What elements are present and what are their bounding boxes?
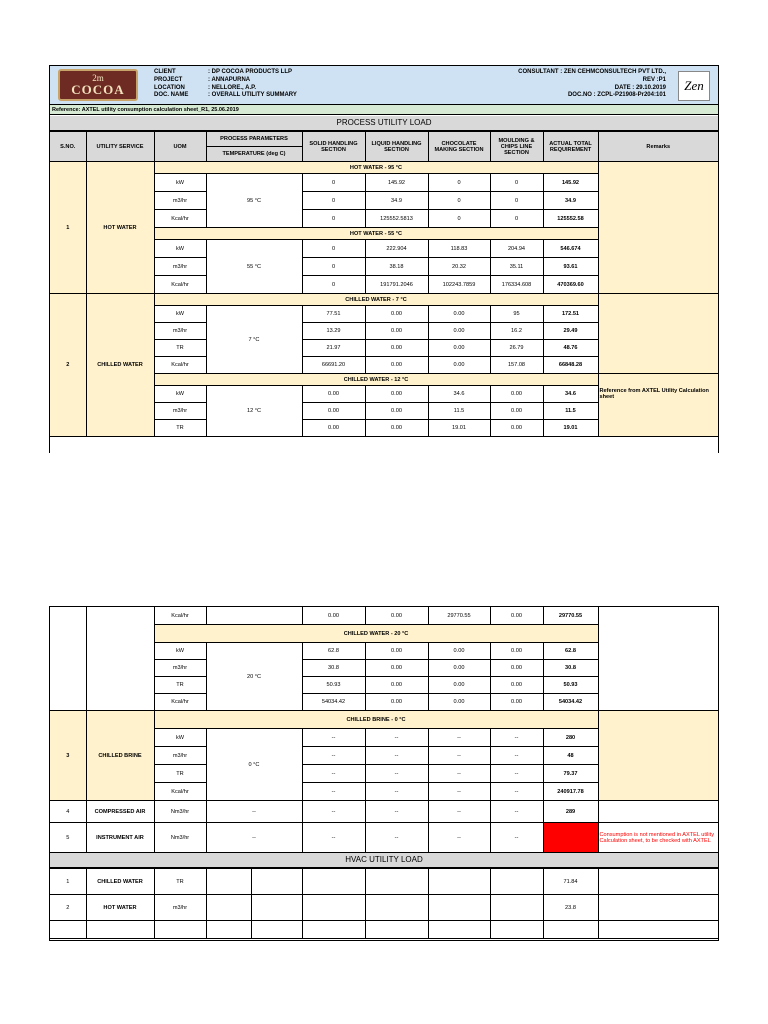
liquid-cell: 222.904: [365, 240, 428, 258]
mould-cell: 157.08: [490, 357, 543, 374]
solid-cell: 21.97: [302, 340, 365, 357]
hvac-empty-cell: [365, 921, 428, 939]
liquid-cell: --: [365, 823, 428, 853]
liquid-cell: --: [365, 747, 428, 765]
col-remarks: Remarks: [598, 132, 718, 162]
sno-cell: [50, 607, 86, 711]
hvac-sno: 2: [50, 895, 86, 921]
col-solid: SOLID HANDLING SECTION: [302, 132, 365, 162]
mould-cell: 0: [490, 210, 543, 228]
col-service: UTILITY SERVICE: [86, 132, 154, 162]
mould-cell: --: [490, 783, 543, 801]
temp-cell: --: [206, 801, 302, 823]
sno-1: 1: [50, 162, 86, 294]
process-utility-table-continued: [50, 606, 718, 853]
liquid-cell: 0.00: [365, 607, 428, 625]
temp-cell: 12 °C: [206, 386, 302, 437]
service-chilled-water: CHILLED WATER: [86, 294, 154, 437]
choc-cell: --: [428, 801, 490, 823]
hvac-remarks: [598, 895, 718, 921]
group-title-cw7: CHILLED WATER - 7 °C: [154, 294, 598, 306]
uom-cell: kW: [154, 174, 206, 192]
solid-cell: 77.51: [302, 306, 365, 323]
uom-cell: Kcal/hr: [154, 694, 206, 711]
uom-cell: m3/hr: [154, 323, 206, 340]
remark-consumption-missing: Consumption is not mentioned in AXTEL utility Calculation sheet, to be checked with AXTEL: [598, 823, 718, 853]
total-cell: 62.8: [543, 643, 598, 660]
uom-cell: m3/hr: [154, 258, 206, 276]
liquid-cell: 125552.5813: [365, 210, 428, 228]
mould-cell: 0: [490, 174, 543, 192]
process-utility-table: [50, 131, 718, 437]
choc-cell: 0.00: [428, 323, 490, 340]
choc-cell: --: [428, 823, 490, 853]
mould-cell: 0.00: [490, 660, 543, 677]
process-utility-title: PROCESS UTILITY LOAD: [50, 116, 718, 131]
mould-cell: 204.94: [490, 240, 543, 258]
hvac-empty-cell: [251, 921, 302, 939]
total-cell: 29.49: [543, 323, 598, 340]
sno-2: 2: [50, 294, 86, 437]
sno-5: 5: [50, 823, 86, 853]
mould-cell: 0.00: [490, 694, 543, 711]
total-cell: 289: [543, 801, 598, 823]
uom-cell: kW: [154, 306, 206, 323]
mould-cell: 0.00: [490, 386, 543, 403]
choc-cell: 0.00: [428, 660, 490, 677]
liquid-cell: --: [365, 801, 428, 823]
docname-value: : OVERALL UTILITY SUMMARY: [208, 92, 297, 99]
solid-cell: 13.29: [302, 323, 365, 340]
mould-cell: 0.00: [490, 607, 543, 625]
consultant: CONSULTANT : ZEN CEHMCONSULTECH PVT LTD.,: [518, 69, 666, 75]
total-cell: 34.6: [543, 386, 598, 403]
choc-cell: --: [428, 765, 490, 783]
group-title-cw20: CHILLED WATER - 20 °C: [154, 625, 598, 643]
choc-cell: 34.6: [428, 386, 490, 403]
liquid-cell: 0.00: [365, 694, 428, 711]
hvac-remarks: [598, 869, 718, 895]
hvac-empty-cell: [428, 895, 490, 921]
liquid-cell: 0.00: [365, 340, 428, 357]
choc-cell: 0.00: [428, 643, 490, 660]
service-chilled-brine: CHILLED BRINE: [86, 711, 154, 801]
mould-cell: 0: [490, 192, 543, 210]
zen-logo: Zen: [678, 71, 710, 101]
total-cell: 19.01: [543, 420, 598, 437]
hvac-empty-cell: [302, 869, 365, 895]
uom-cell: m3/hr: [154, 403, 206, 420]
mould-cell: 16.2: [490, 323, 543, 340]
col-moulding: MOULDING & CHIPS LINE SECTION: [490, 132, 543, 162]
solid-cell: 0: [302, 276, 365, 294]
uom-cell: Nm3/hr: [154, 801, 206, 823]
hvac-service: CHILLED WATER: [86, 869, 154, 895]
total-cell: 54034.42: [543, 694, 598, 711]
hvac-empty-cell: [598, 921, 718, 939]
hvac-empty-cell: [50, 921, 86, 939]
project-value: : ANNAPURNA: [208, 76, 251, 83]
uom-cell: kW: [154, 240, 206, 258]
hvac-empty-cell: [154, 921, 206, 939]
choc-cell: 0.00: [428, 677, 490, 694]
doc-number: DOC.NO : ZCPL-P21908-Pr204:101: [567, 92, 666, 99]
remarks-cell: [598, 607, 718, 711]
uom-cell: kW: [154, 729, 206, 747]
service-cell: [86, 607, 154, 711]
group-title-cb0: CHILLED BRINE - 0 °C: [154, 711, 598, 729]
uom-cell: TR: [154, 340, 206, 357]
temp-cell: [206, 607, 302, 625]
document-header: [50, 66, 718, 105]
hvac-empty-cell: [490, 869, 543, 895]
hvac-empty-cell: [490, 895, 543, 921]
liquid-cell: 0.00: [365, 403, 428, 420]
uom-cell: TR: [154, 677, 206, 694]
reference-line: Reference: AXTEL utility consumption calculation sheet_R1, 25.06.2019: [50, 105, 718, 115]
total-cell: 34.9: [543, 192, 598, 210]
mould-cell: 0.00: [490, 420, 543, 437]
solid-cell: 0: [302, 240, 365, 258]
liquid-cell: 38.18: [365, 258, 428, 276]
total-cell: 546.674: [543, 240, 598, 258]
cocoa-logo: 2m COCOA: [58, 69, 138, 101]
sno-4: 4: [50, 801, 86, 823]
choc-cell: --: [428, 729, 490, 747]
choc-cell: 0.00: [428, 694, 490, 711]
location-label: LOCATION: [154, 84, 185, 91]
mould-cell: 26.79: [490, 340, 543, 357]
hvac-uom: m3/hr: [154, 895, 206, 921]
uom-cell: m3/hr: [154, 747, 206, 765]
group-title-hw55: HOT WATER - 55 °C: [154, 228, 598, 240]
total-cell: 172.51: [543, 306, 598, 323]
col-uom: UOM: [154, 132, 206, 162]
total-cell: 66848.28: [543, 357, 598, 374]
liquid-cell: 0.00: [365, 323, 428, 340]
total-cell: 11.5: [543, 403, 598, 420]
revision: REV :P1: [642, 76, 666, 83]
liquid-cell: 0.00: [365, 660, 428, 677]
remark-reference: Reference from AXTEL Utility Calculation sheet: [598, 374, 718, 437]
liquid-cell: 0.00: [365, 643, 428, 660]
service-instrument-air: INSTRUMENT AIR: [86, 823, 154, 853]
solid-cell: --: [302, 729, 365, 747]
mould-cell: --: [490, 729, 543, 747]
client-label: CLIENT: [154, 69, 176, 75]
choc-cell: --: [428, 747, 490, 765]
mould-cell: 35.11: [490, 258, 543, 276]
choc-cell: 102243.7859: [428, 276, 490, 294]
solid-cell: 50.93: [302, 677, 365, 694]
col-sno: S.NO.: [50, 132, 86, 162]
choc-cell: 20.32: [428, 258, 490, 276]
total-cell-missing: [543, 823, 598, 853]
header-labels: [154, 69, 188, 100]
liquid-cell: --: [365, 765, 428, 783]
uom-cell: m3/hr: [154, 192, 206, 210]
col-liquid: LIQUID HANDLING SECTION: [365, 132, 428, 162]
total-cell: 280: [543, 729, 598, 747]
choc-cell: 0: [428, 210, 490, 228]
uom-cell: TR: [154, 765, 206, 783]
hvac-empty-cell: [251, 895, 302, 921]
uom-cell: kW: [154, 643, 206, 660]
solid-cell: 62.8: [302, 643, 365, 660]
choc-cell: 0.00: [428, 357, 490, 374]
uom-cell: TR: [154, 420, 206, 437]
consultant-block: [518, 69, 666, 100]
solid-cell: 0.00: [302, 386, 365, 403]
liquid-cell: --: [365, 783, 428, 801]
total-cell: 145.92: [543, 174, 598, 192]
choc-cell: 19.01: [428, 420, 490, 437]
mould-cell: --: [490, 823, 543, 853]
group-title-cw12: CHILLED WATER - 12 °C: [154, 374, 598, 386]
mould-cell: 0.00: [490, 403, 543, 420]
mould-cell: 0.00: [490, 643, 543, 660]
mould-cell: 176334.608: [490, 276, 543, 294]
remarks-cell: [598, 162, 718, 294]
col-temperature: TEMPERATURE (deg C): [206, 147, 302, 162]
mould-cell: --: [490, 765, 543, 783]
solid-cell: --: [302, 823, 365, 853]
liquid-cell: 0.00: [365, 677, 428, 694]
doc-date: DATE : 29.10.2019: [614, 84, 666, 91]
hvac-empty-cell: [302, 921, 365, 939]
remarks-cell: [598, 801, 718, 823]
choc-cell: 29770.55: [428, 607, 490, 625]
liquid-cell: 0.00: [365, 420, 428, 437]
client-value: : DP COCOA PRODUCTS LLP: [208, 69, 293, 75]
uom-cell: Kcal/hr: [154, 357, 206, 374]
solid-cell: --: [302, 783, 365, 801]
total-cell: 470369.60: [543, 276, 598, 294]
hvac-empty-cell: [86, 921, 154, 939]
location-value: : NELLORE., A.P.: [208, 84, 257, 91]
solid-cell: --: [302, 747, 365, 765]
uom-cell: Kcal/hr: [154, 276, 206, 294]
sheet-page-2: [49, 606, 719, 941]
hvac-empty-cell: [206, 895, 251, 921]
liquid-cell: 0.00: [365, 386, 428, 403]
col-chocolate: CHOCOLATE MAKING SECTION: [428, 132, 490, 162]
total-cell: 48: [543, 747, 598, 765]
choc-cell: 0: [428, 192, 490, 210]
temp-cell: 0 °C: [206, 729, 302, 801]
solid-cell: 0.00: [302, 607, 365, 625]
liquid-cell: 145.92: [365, 174, 428, 192]
total-cell: 50.93: [543, 677, 598, 694]
uom-cell: Kcal/hr: [154, 607, 206, 625]
hvac-empty-cell: [251, 869, 302, 895]
col-total: ACTUAL TOTAL REQUIREMENT: [543, 132, 598, 162]
uom-cell: kW: [154, 386, 206, 403]
total-cell: 93.61: [543, 258, 598, 276]
mould-cell: 0.00: [490, 677, 543, 694]
total-cell: 48.76: [543, 340, 598, 357]
hvac-service: HOT WATER: [86, 895, 154, 921]
liquid-cell: 34.9: [365, 192, 428, 210]
hvac-uom: TR: [154, 869, 206, 895]
solid-cell: 0.00: [302, 403, 365, 420]
total-cell: 30.8: [543, 660, 598, 677]
choc-cell: 118.83: [428, 240, 490, 258]
hvac-empty-cell: [206, 869, 251, 895]
hvac-empty-cell: [206, 921, 251, 939]
mould-cell: 95: [490, 306, 543, 323]
uom-cell: Nm3/hr: [154, 823, 206, 853]
uom-cell: m3/hr: [154, 660, 206, 677]
temp-cell: 55 °C: [206, 240, 302, 294]
temp-cell: 20 °C: [206, 643, 302, 711]
uom-cell: Kcal/hr: [154, 210, 206, 228]
header-values: [208, 69, 297, 100]
solid-cell: --: [302, 765, 365, 783]
temp-cell: 95 °C: [206, 174, 302, 228]
hvac-sno: 1: [50, 869, 86, 895]
total-cell: 240917.78: [543, 783, 598, 801]
uom-cell: Kcal/hr: [154, 783, 206, 801]
solid-cell: 66691.20: [302, 357, 365, 374]
choc-cell: 11.5: [428, 403, 490, 420]
hvac-empty-cell: [428, 921, 490, 939]
remarks-cell: [598, 711, 718, 801]
hvac-empty-cell: [365, 895, 428, 921]
hvac-empty-cell: [428, 869, 490, 895]
solid-cell: 0.00: [302, 420, 365, 437]
hvac-total: 71.84: [543, 869, 598, 895]
solid-cell: 0: [302, 174, 365, 192]
temp-cell: 7 °C: [206, 306, 302, 374]
liquid-cell: 0.00: [365, 306, 428, 323]
sheet-page-1: [49, 65, 719, 453]
mould-cell: --: [490, 747, 543, 765]
mould-cell: --: [490, 801, 543, 823]
solid-cell: --: [302, 801, 365, 823]
choc-cell: 0.00: [428, 340, 490, 357]
hvac-empty-cell: [490, 921, 543, 939]
liquid-cell: 191791.2046: [365, 276, 428, 294]
hvac-empty-cell: [543, 921, 598, 939]
total-cell: 79.37: [543, 765, 598, 783]
solid-cell: 0: [302, 210, 365, 228]
solid-cell: 54034.42: [302, 694, 365, 711]
service-compressed-air: COMPRESSED AIR: [86, 801, 154, 823]
service-hot-water: HOT WATER: [86, 162, 154, 294]
col-params: PROCESS PARAMETERS: [206, 132, 302, 147]
liquid-cell: 0.00: [365, 357, 428, 374]
hvac-utility-title: HVAC UTILITY LOAD: [50, 852, 718, 868]
temp-cell: --: [206, 823, 302, 853]
hvac-total: 23.8: [543, 895, 598, 921]
total-cell: 125552.58: [543, 210, 598, 228]
solid-cell: 30.8: [302, 660, 365, 677]
group-title-hw95: HOT WATER - 95 °C: [154, 162, 598, 174]
choc-cell: --: [428, 783, 490, 801]
total-cell: 29770.55: [543, 607, 598, 625]
choc-cell: 0.00: [428, 306, 490, 323]
hvac-empty-cell: [365, 869, 428, 895]
liquid-cell: --: [365, 729, 428, 747]
project-label: PROJECT: [154, 76, 183, 83]
solid-cell: 0: [302, 192, 365, 210]
hvac-empty-cell: [302, 895, 365, 921]
sno-3: 3: [50, 711, 86, 801]
remarks-cell: [598, 294, 718, 374]
hvac-utility-table: [50, 868, 718, 939]
choc-cell: 0: [428, 174, 490, 192]
solid-cell: 0: [302, 258, 365, 276]
docname-label: DOC. NAME: [154, 92, 189, 99]
